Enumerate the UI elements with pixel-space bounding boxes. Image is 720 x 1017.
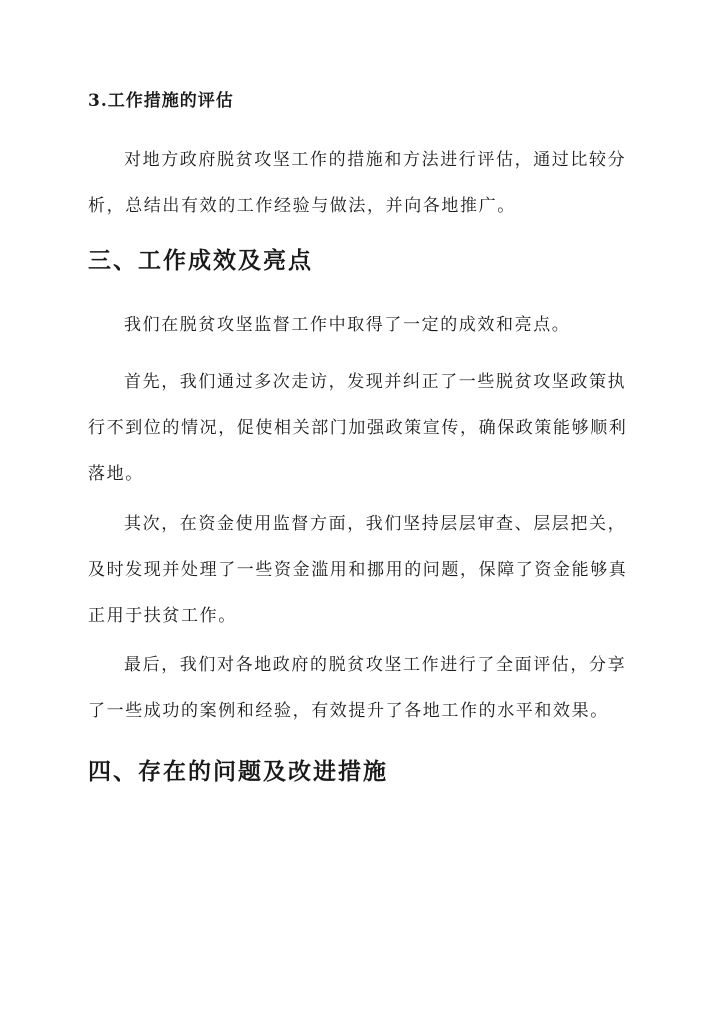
paragraph-results-second: 其次，在资金使用监督方面，我们坚持层层审查、层层把关，及时发现并处理了一些资金滥用和挪用的问题，保障了资金能够真正用于扶贫工作。 bbox=[88, 514, 628, 626]
paragraph-measures-evaluation: 对地方政府脱贫攻坚工作的措施和方法进行评估，通过比较分析，总结出有效的工作经验与做法，并向各地推广。 bbox=[88, 150, 627, 216]
section-heading-problems-improvements: 四、存在的问题及改进措施 bbox=[88, 758, 388, 785]
paragraph-results-first: 首先，我们通过多次走访，发现并纠正了一些脱贫攻坚政策执行不到位的情况，促使相关部门加强政策宣传，确保政策能够顺利落地。 bbox=[88, 372, 628, 484]
subsection-heading-work-measures-evaluation: 3.工作措施的评估 bbox=[88, 91, 234, 111]
paragraph-results-last: 最后，我们对各地政府的脱贫攻坚工作进行了全面评估，分享了一些成功的案例和经验，有效提升了各地工作的水平和效果。 bbox=[88, 655, 627, 721]
section-heading-results-highlights: 三、工作成效及亮点 bbox=[88, 247, 313, 274]
paragraph-results-intro: 我们在脱贫攻坚监督工作中取得了一定的成效和亮点。 bbox=[124, 315, 571, 335]
